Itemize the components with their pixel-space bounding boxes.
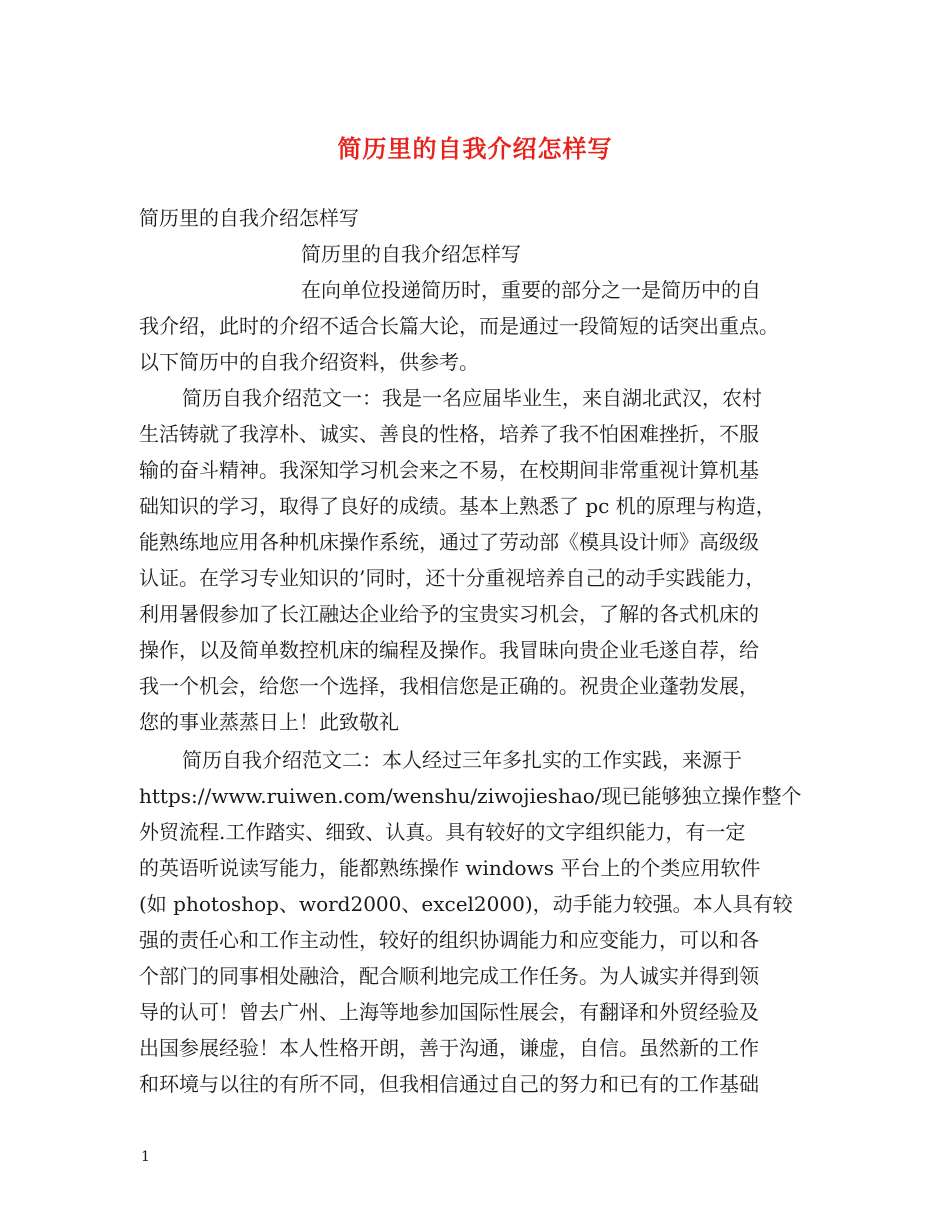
page-number: 1 [141, 1149, 150, 1165]
text-line: 能熟练地应用各种机床操作系统，通过了劳动部《模具设计师》高级级 [139, 530, 759, 554]
text-line: 导的认可！曾去广州、上海等地参加国际性展会，有翻译和外贸经验及 [139, 1000, 759, 1024]
text-line: 础知识的学习，取得了良好的成绩。基本上熟悉了 pc 机的原理与构造， [139, 494, 776, 518]
text-line: 和环境与以往的有所不同，但我相信通过自己的努力和已有的工作基础 [139, 1072, 759, 1096]
text-line: 您的事业蒸蒸日上！此致敬礼 [139, 710, 399, 734]
text-line: 以下简历中的自我介绍资料，供参考。 [139, 350, 479, 374]
text-line: 我介绍，此时的介绍不适合长篇大论，而是通过一段简短的话突出重点。 [139, 314, 779, 338]
text-line: 利用暑假参加了长江融达企业给予的宝贵实习机会，了解的各式机床的 [139, 602, 759, 626]
text-line: 出国参展经验！本人性格开朗，善于沟通，谦虚，自信。虽然新的工作 [139, 1036, 759, 1060]
text-line: 个部门的同事相处融洽，配合顺利地完成工作任务。为人诚实并得到领 [139, 964, 759, 988]
text-line: 简历自我介绍范文一：我是一名应届毕业生，来自湖北武汉，农村 [182, 386, 762, 410]
text-line: (如 photoshop、word2000、excel2000)，动手能力较强。本人具有较 [139, 892, 793, 916]
text-line: 生活铸就了我淳朴、诚实、善良的性格，培养了我不怕困难挫折，不服 [139, 422, 759, 446]
text-line: 简历里的自我介绍怎样写 [139, 206, 359, 230]
text-line: 简历自我介绍范文二：本人经过三年多扎实的工作实践，来源于 [182, 748, 742, 772]
text-line: https://www.ruiwen.com/wenshu/ziwojieshao/现已能够独立操作整个 [139, 784, 802, 808]
text-line: 操作，以及简单数控机床的编程及操作。我冒昧向贵企业毛遂自荐，给 [139, 638, 759, 662]
document-title: 简历里的自我介绍怎样写 [337, 134, 613, 163]
text-line: 我一个机会，给您一个选择，我相信您是正确的。祝贵企业蓬勃发展， [139, 674, 759, 698]
text-line: 输的奋斗精神。我深知学习机会来之不易，在校期间非常重视计算机基 [139, 458, 759, 482]
text-line: 的英语听说读写能力，能都熟练操作 windows 平台上的个类应用软件 [139, 856, 761, 880]
text-line: 在向单位投递简历时，重要的部分之一是简历中的自 [301, 278, 761, 302]
text-line: 强的责任心和工作主动性，较好的组织协调能力和应变能力，可以和各 [139, 928, 759, 952]
text-line: 外贸流程.工作踏实、细致、认真。具有较好的文字组织能力，有一定 [139, 820, 746, 844]
text-line: 简历里的自我介绍怎样写 [301, 242, 521, 266]
text-line: 认证。在学习专业知识的’同时，还十分重视培养自己的动手实践能力， [139, 566, 766, 590]
